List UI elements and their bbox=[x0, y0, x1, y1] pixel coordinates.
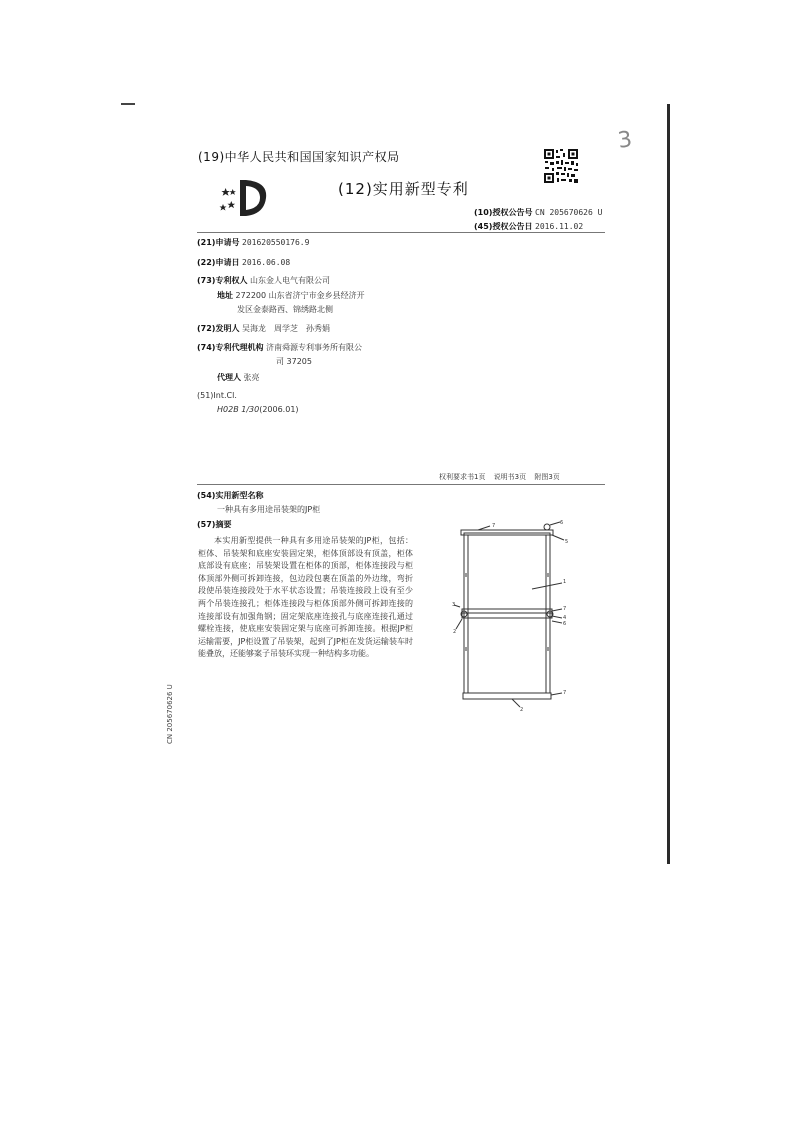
inventors-value: 吴海龙 周学芝 孙秀娟 bbox=[242, 324, 330, 333]
figure-label-7: 4 bbox=[563, 615, 567, 621]
utility-model-title-label bbox=[197, 490, 263, 502]
title-label: (54)实用新型名称 bbox=[197, 491, 264, 500]
agency bbox=[197, 342, 362, 354]
inventors bbox=[197, 323, 330, 335]
address-line-1: 272200 山东省济宁市金乡县经济开 bbox=[235, 291, 365, 300]
figure-label-4: 1 bbox=[563, 579, 567, 585]
authority-name: (19)中华人民共和国国家知识产权局 bbox=[198, 150, 400, 164]
cnipa-logo bbox=[218, 176, 270, 220]
scan-edge-line bbox=[667, 104, 670, 864]
application-number-label: (21)申请号 bbox=[197, 238, 240, 247]
abstract-label bbox=[197, 519, 231, 531]
header-divider bbox=[197, 232, 605, 233]
cabinet-drawing bbox=[452, 519, 584, 711]
utility-model-title: 一种具有多用途吊装架的JP柜 bbox=[217, 505, 321, 514]
agent-value: 张亮 bbox=[243, 373, 260, 382]
figure-label-2: 6 bbox=[560, 520, 564, 526]
figure-label-3: 5 bbox=[565, 539, 569, 545]
figure-label-10: 7 bbox=[563, 690, 567, 696]
side-publication-code bbox=[166, 684, 206, 782]
figure-label-9: 2 bbox=[453, 629, 457, 635]
int-cl-code: H02B 1/30 bbox=[217, 405, 260, 414]
patentee-value: 山东金人电气有限公司 bbox=[250, 276, 330, 285]
publication-number-label: (10)授权公告号 bbox=[474, 208, 533, 217]
patentee-label: (73)专利权人 bbox=[197, 276, 248, 285]
qr-code bbox=[543, 148, 579, 184]
agency-label: (74)专利代理机构 bbox=[197, 343, 264, 352]
int-cl-date: (2006.01) bbox=[259, 405, 299, 414]
figure-label-1: 7 bbox=[492, 523, 496, 529]
figure-label-5: 3 bbox=[452, 602, 456, 608]
document-type: (12)实用新型专利 bbox=[338, 180, 469, 198]
address-label: 地址 bbox=[217, 291, 233, 300]
side-code-text: CN 205670626 U bbox=[166, 684, 174, 744]
application-number bbox=[197, 237, 309, 249]
lifting-ring bbox=[544, 524, 550, 530]
int-cl: (51)Int.Cl. bbox=[197, 391, 237, 400]
patentee bbox=[197, 275, 330, 287]
agency-line-1: 济南舜源专利事务所有限公 bbox=[266, 343, 362, 352]
inventors-label: (72)发明人 bbox=[197, 324, 240, 333]
figure-label-11: 2 bbox=[520, 707, 524, 711]
page-count-info: 权利要求书1页 说明书3页 附图3页 bbox=[439, 473, 560, 481]
agent bbox=[217, 372, 260, 384]
abstract-text: 本实用新型提供一种具有多用途吊装架的JP柜，包括：柜体、吊装架和底座安装固定架，柜体顶部设有顶盖，柜体底部设有底座；吊装架设置在柜体的顶部，柜体连接段与柜体顶部外侧可拆卸连接，包边段包裹在顶盖的外边缘，弯折段使吊装连接段处于水平状态设置；吊装连接段上设有至少两个吊装连接孔；柜体连接段与柜体顶部外侧可拆卸连接的连接部设有加强角钢；固定架底座连接孔与底座连接孔通过螺栓连接，使底座安装固定架与底座可拆卸连接。根据JP柜运输需要，JP柜设置了吊装架，起到了JP柜在发货运输装车时能叠放，还能够案子吊装环实现一种结构多功能。 bbox=[198, 536, 413, 659]
handwritten-mark: 3 bbox=[616, 127, 634, 154]
agency-line-2: 司 37205 bbox=[276, 357, 312, 366]
application-date-value: 2016.06.08 bbox=[242, 258, 291, 267]
address-line-2: 发区金泰路西、锦绣路北侧 bbox=[237, 305, 333, 314]
address bbox=[217, 290, 365, 302]
figure-label-6: 7 bbox=[563, 606, 567, 612]
publication-number bbox=[474, 207, 602, 218]
application-date-label: (22)申请日 bbox=[197, 258, 240, 267]
agent-label: 代理人 bbox=[217, 373, 241, 382]
application-date bbox=[197, 257, 290, 269]
int-cl-value bbox=[217, 404, 299, 416]
abstract-label-text: (57)摘要 bbox=[197, 520, 232, 529]
application-number-value: 201620550176.9 bbox=[242, 238, 310, 247]
cabinet-base bbox=[463, 693, 551, 699]
publication-number-value: CN 205670626 U bbox=[535, 208, 603, 217]
publication-date-label: (45)授权公告日 bbox=[474, 222, 533, 231]
publication-date bbox=[474, 221, 583, 232]
scan-edge-mark bbox=[121, 103, 135, 105]
figure-label-8: 6 bbox=[563, 621, 567, 627]
section-divider bbox=[197, 484, 605, 485]
publication-date-value: 2016.11.02 bbox=[535, 222, 584, 231]
